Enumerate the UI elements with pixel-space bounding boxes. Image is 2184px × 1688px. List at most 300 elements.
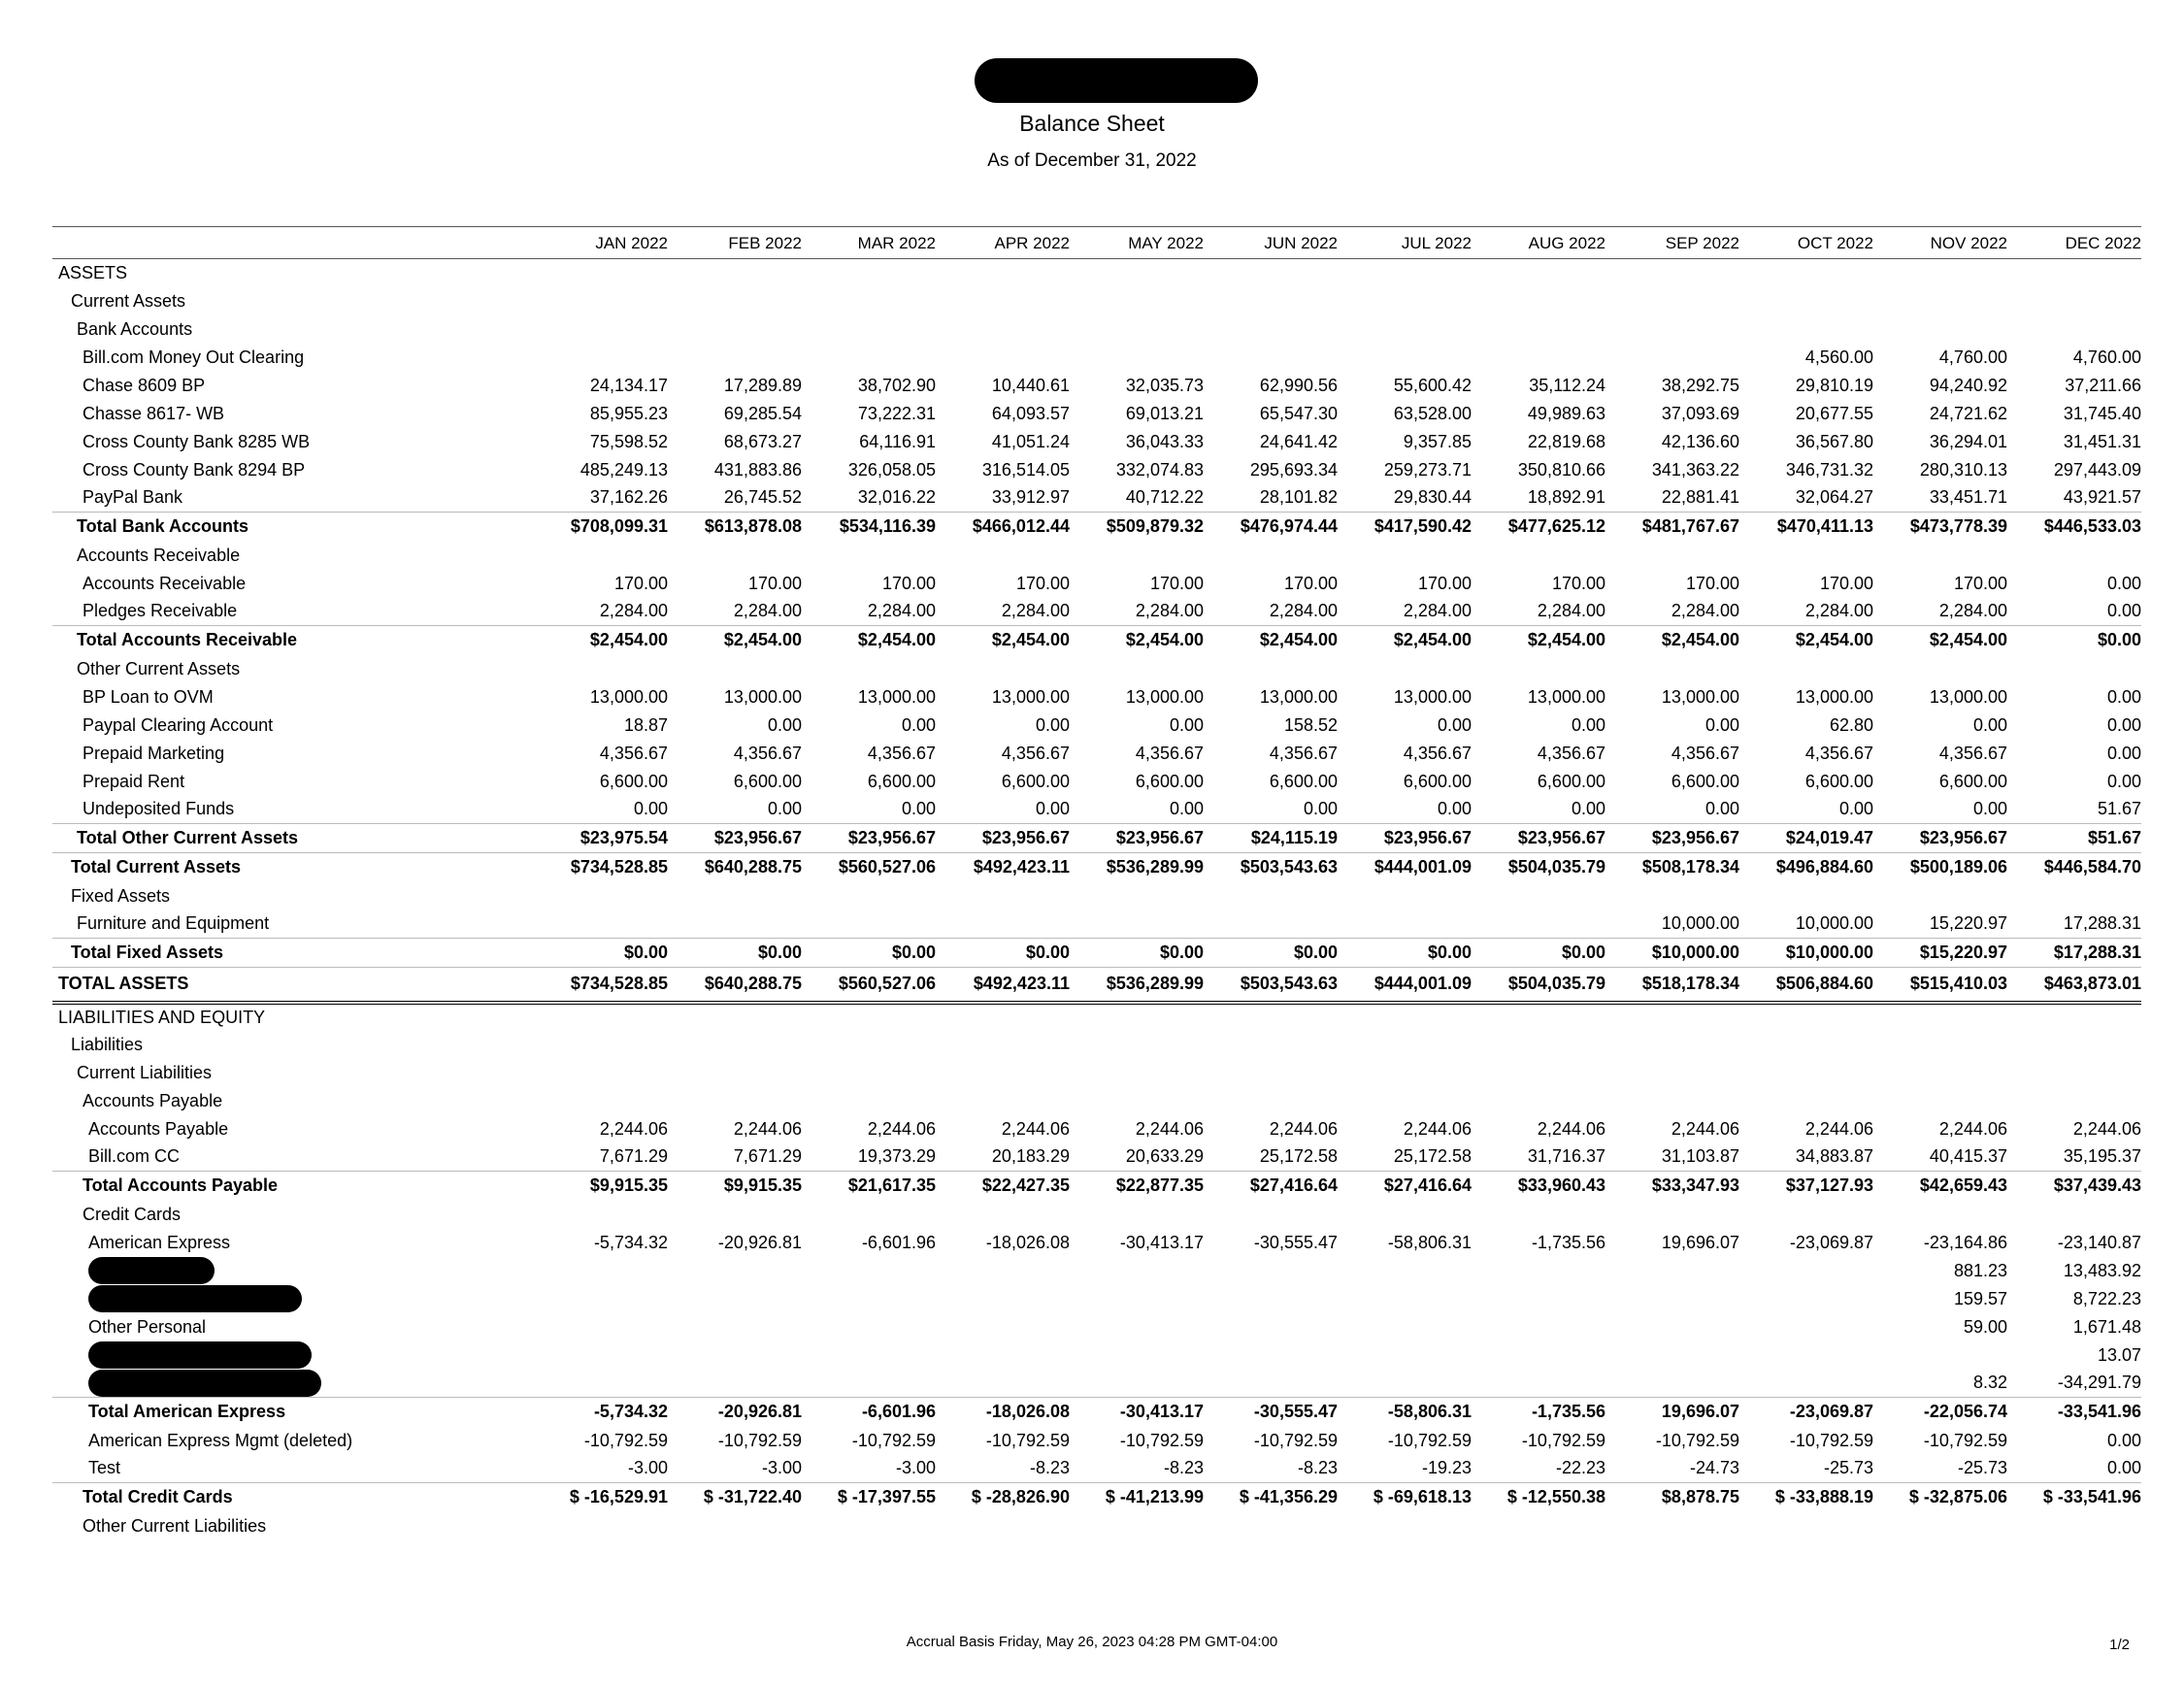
- cell-value: 6,600.00: [867, 771, 936, 791]
- cell-value: [1472, 1285, 1605, 1313]
- cell-value: [1204, 344, 1338, 372]
- cell-value: 0.00: [767, 714, 802, 735]
- cell-value: $509,879.32: [1070, 513, 1204, 542]
- cell-value: 19,373.29: [857, 1146, 936, 1167]
- cell-value: $10,000.00: [1605, 939, 1739, 968]
- row-label: Accounts Receivable: [77, 545, 241, 565]
- cell-value: [534, 259, 668, 287]
- cell-value: [1204, 655, 1338, 683]
- cell-value: 63,528.00: [1393, 403, 1472, 423]
- row-label: Pledges Receivable: [83, 601, 238, 621]
- cell-value: -20,926.81: [668, 1398, 802, 1427]
- cell-value: [1070, 1031, 1204, 1059]
- row-label: Liabilities: [71, 1034, 144, 1054]
- cell-value: [1605, 542, 1739, 570]
- cell-value: $640,288.75: [668, 968, 802, 1003]
- cell-value: [936, 1313, 1070, 1341]
- cell-value: 75,598.52: [589, 431, 668, 451]
- cell-value: 0.00: [1571, 799, 1605, 819]
- cell-value: 35,195.37: [2063, 1146, 2141, 1167]
- cell-value: [1873, 1059, 2007, 1087]
- cell-value: 159.57: [1953, 1288, 2007, 1308]
- cell-value: [1472, 1031, 1605, 1059]
- cell-value: [1873, 1201, 2007, 1229]
- cell-value: 0.00: [1437, 714, 1472, 735]
- cell-value: 33,912.97: [991, 487, 1070, 508]
- cell-value: 32,064.27: [1795, 487, 1873, 508]
- cell-value: 36,043.33: [1125, 431, 1204, 451]
- cell-value: [1605, 1285, 1739, 1313]
- section-header-row: [52, 1059, 2141, 1087]
- cell-value: $500,189.06: [1873, 853, 2007, 882]
- cell-value: 29,830.44: [1393, 487, 1472, 508]
- cell-value: $27,416.64: [1204, 1172, 1338, 1201]
- cell-value: 170.00: [613, 573, 668, 593]
- cell-value: [1605, 344, 1739, 372]
- cell-value: 2,284.00: [1135, 601, 1204, 621]
- section-header-row: [52, 542, 2141, 570]
- cell-value: [802, 287, 936, 315]
- column-header-jan-2022: JAN 2022: [534, 227, 668, 259]
- cell-value: $496,884.60: [1739, 853, 1873, 882]
- cell-value: [1070, 1059, 1204, 1087]
- total-row: [52, 1398, 2141, 1427]
- cell-value: -10,792.59: [1253, 1430, 1338, 1450]
- cell-value: [668, 1087, 802, 1115]
- cell-value: -8.23: [1297, 1458, 1338, 1478]
- cell-value: 7,671.29: [733, 1146, 802, 1167]
- cell-value: $477,625.12: [1472, 513, 1605, 542]
- cell-value: 0.00: [901, 799, 936, 819]
- cell-value: [1739, 1370, 1873, 1398]
- cell-value: 2,284.00: [599, 601, 668, 621]
- cell-value: 0.00: [767, 799, 802, 819]
- cell-value: 36,567.80: [1795, 431, 1873, 451]
- section-header-row: [52, 1201, 2141, 1229]
- cell-value: [1605, 1087, 1739, 1115]
- cell-value: [1739, 1087, 1873, 1115]
- cell-value: [1204, 1313, 1338, 1341]
- row-label: Furniture and Equipment: [77, 913, 270, 934]
- cell-value: 22,819.68: [1527, 431, 1605, 451]
- cell-value: 13,000.00: [723, 686, 802, 707]
- row-label: Other Personal: [88, 1316, 207, 1337]
- cell-value: $33,960.43: [1472, 1172, 1605, 1201]
- cell-value: 170.00: [1283, 573, 1338, 593]
- cell-value: [802, 344, 936, 372]
- cell-value: $ -17,397.55: [802, 1483, 936, 1512]
- cell-value: 0.00: [2106, 686, 2141, 707]
- footer-basis: Accrual Basis Friday, May 26, 2023 04:28 PM GMT-04:00: [906, 1634, 1278, 1650]
- cell-value: 4,356.67: [1537, 743, 1605, 763]
- cell-value: 2,244.06: [1671, 1118, 1739, 1139]
- cell-value: [534, 1257, 668, 1285]
- table-row: [52, 683, 2141, 712]
- company-name-redaction: [975, 58, 1258, 103]
- cell-value: $0.00: [668, 939, 802, 968]
- cell-value: 13.07: [2097, 1344, 2141, 1365]
- cell-value: -3.00: [761, 1458, 802, 1478]
- table-row: [52, 1455, 2141, 1483]
- cell-value: [1070, 1313, 1204, 1341]
- cell-value: [1070, 1341, 1204, 1370]
- total-row: [52, 1172, 2141, 1201]
- row-label: Total Accounts Receivable: [52, 626, 534, 655]
- cell-value: [1873, 1031, 2007, 1059]
- cell-value: $ -16,529.91: [534, 1483, 668, 1512]
- cell-value: [1739, 259, 1873, 287]
- cell-value: 350,810.66: [1517, 459, 1605, 480]
- cell-value: 24,641.42: [1259, 431, 1338, 451]
- cell-value: [1472, 1059, 1605, 1087]
- table-row: [52, 1285, 2141, 1313]
- cell-value: [1070, 655, 1204, 683]
- cell-value: [1338, 1087, 1472, 1115]
- cell-value: [1472, 655, 1605, 683]
- cell-value: [802, 542, 936, 570]
- cell-value: 22,881.41: [1661, 487, 1739, 508]
- cell-value: 2,244.06: [1135, 1118, 1204, 1139]
- cell-value: 13,000.00: [1125, 686, 1204, 707]
- cell-value: -30,555.47: [1253, 1232, 1338, 1252]
- cell-value: $444,001.09: [1338, 968, 1472, 1003]
- cell-value: $417,590.42: [1338, 513, 1472, 542]
- cell-value: [1338, 344, 1472, 372]
- cell-value: [534, 1031, 668, 1059]
- cell-value: [1472, 259, 1605, 287]
- cell-value: $536,289.99: [1070, 853, 1204, 882]
- cell-value: [802, 1031, 936, 1059]
- table-row: [52, 740, 2141, 768]
- total-row: [52, 939, 2141, 968]
- cell-value: $2,454.00: [1204, 626, 1338, 655]
- table-row: [52, 1370, 2141, 1398]
- table-row: [52, 484, 2141, 513]
- row-label: Paypal Clearing Account: [83, 714, 274, 735]
- cell-value: 0.00: [2106, 771, 2141, 791]
- cell-value: $33,347.93: [1605, 1172, 1739, 1201]
- cell-value: [936, 1031, 1070, 1059]
- cell-value: 4,356.67: [733, 743, 802, 763]
- cell-value: 13,000.00: [1527, 686, 1605, 707]
- cell-value: 51.67: [2097, 799, 2141, 819]
- cell-value: [668, 1512, 802, 1540]
- cell-value: [534, 882, 668, 910]
- cell-value: [534, 287, 668, 315]
- cell-value: 0.00: [2106, 573, 2141, 593]
- section-header-row: [52, 1003, 2141, 1031]
- cell-value: 20,633.29: [1125, 1146, 1204, 1167]
- cell-value: 170.00: [881, 573, 936, 593]
- cell-value: 32,035.73: [1125, 375, 1204, 395]
- cell-value: 36,294.01: [1929, 431, 2007, 451]
- cell-value: 4,356.67: [1403, 743, 1472, 763]
- cell-value: [1070, 1285, 1204, 1313]
- cell-value: [1204, 1370, 1338, 1398]
- cell-value: $ -32,875.06: [1873, 1483, 2007, 1512]
- cell-value: [1472, 1087, 1605, 1115]
- cell-value: -25.73: [1957, 1458, 2007, 1478]
- cell-value: -10,792.59: [1789, 1430, 1873, 1450]
- cell-value: 316,514.05: [981, 459, 1070, 480]
- cell-value: -23,164.86: [1923, 1232, 2007, 1252]
- cell-value: $2,454.00: [936, 626, 1070, 655]
- section-header-row: [52, 287, 2141, 315]
- cell-value: [936, 910, 1070, 939]
- row-label: Current Liabilities: [77, 1062, 213, 1082]
- cell-value: $534,116.39: [802, 513, 936, 542]
- cell-value: -33,541.96: [2007, 1398, 2141, 1427]
- cell-value: 280,310.13: [1919, 459, 2007, 480]
- cell-value: 31,103.87: [1661, 1146, 1739, 1167]
- cell-value: 9,357.85: [1403, 431, 1472, 451]
- cell-value: -30,413.17: [1070, 1398, 1204, 1427]
- cell-value: $640,288.75: [668, 853, 802, 882]
- cell-value: [2007, 287, 2141, 315]
- cell-value: [1204, 287, 1338, 315]
- section-header-row: [52, 315, 2141, 344]
- cell-value: $10,000.00: [1739, 939, 1873, 968]
- cell-value: $8,878.75: [1605, 1483, 1739, 1512]
- cell-value: 2,284.00: [1804, 601, 1873, 621]
- table-row: [52, 1143, 2141, 1172]
- cell-value: $ -12,550.38: [1472, 1483, 1605, 1512]
- cell-value: [1338, 655, 1472, 683]
- cell-value: [1338, 315, 1472, 344]
- cell-value: [2007, 1087, 2141, 1115]
- cell-value: 33,451.71: [1929, 487, 2007, 508]
- cell-value: 34,883.87: [1795, 1146, 1873, 1167]
- cell-value: -10,792.59: [583, 1430, 668, 1450]
- cell-value: [534, 542, 668, 570]
- row-label: Test: [88, 1458, 121, 1478]
- cell-value: 31,716.37: [1527, 1146, 1605, 1167]
- cell-value: 2,284.00: [1671, 601, 1739, 621]
- cell-value: -34,291.79: [2057, 1373, 2141, 1393]
- cell-value: 37,211.66: [2065, 375, 2141, 395]
- cell-value: [1472, 315, 1605, 344]
- cell-value: $0.00: [802, 939, 936, 968]
- cell-value: $37,439.43: [2007, 1172, 2141, 1201]
- table-row: [52, 1257, 2141, 1285]
- cell-value: 10,440.61: [991, 375, 1070, 395]
- cell-value: $2,454.00: [1739, 626, 1873, 655]
- cell-value: $470,411.13: [1739, 513, 1873, 542]
- cell-value: $37,127.93: [1739, 1172, 1873, 1201]
- cell-value: [1873, 315, 2007, 344]
- cell-value: $ -41,213.99: [1070, 1483, 1204, 1512]
- cell-value: $ -41,356.29: [1204, 1483, 1338, 1512]
- cell-value: 6,600.00: [1671, 771, 1739, 791]
- cell-value: [1472, 1512, 1605, 1540]
- cell-value: 38,292.75: [1661, 375, 1739, 395]
- cell-value: [936, 287, 1070, 315]
- cell-value: $734,528.85: [534, 853, 668, 882]
- section-header-row: [52, 1087, 2141, 1115]
- section-header-row: [52, 655, 2141, 683]
- cell-value: -18,026.08: [985, 1232, 1070, 1252]
- cell-value: [668, 287, 802, 315]
- cell-value: [1472, 1313, 1605, 1341]
- cell-value: -3.00: [627, 1458, 668, 1478]
- cell-value: 40,712.22: [1125, 487, 1204, 508]
- cell-value: $27,416.64: [1338, 1172, 1472, 1201]
- cell-value: 2,244.06: [1804, 1118, 1873, 1139]
- cell-value: [1472, 542, 1605, 570]
- row-label: Other Current Liabilities: [83, 1515, 267, 1536]
- cell-value: 6,600.00: [1269, 771, 1338, 791]
- cell-value: 85,955.23: [589, 403, 668, 423]
- column-header-dec-2022: DEC 2022: [2007, 227, 2141, 259]
- cell-value: -10,792.59: [851, 1430, 936, 1450]
- cell-value: 2,284.00: [1938, 601, 2007, 621]
- cell-value: [2007, 1031, 2141, 1059]
- cell-value: [936, 1201, 1070, 1229]
- cell-value: [1204, 315, 1338, 344]
- cell-value: [668, 542, 802, 570]
- cell-value: [802, 259, 936, 287]
- cell-value: 0.00: [2106, 1458, 2141, 1478]
- total-row: [52, 513, 2141, 542]
- cell-value: $444,001.09: [1338, 853, 1472, 882]
- cell-value: 73,222.31: [857, 403, 936, 423]
- cell-value: [2007, 259, 2141, 287]
- row-label: Current Assets: [71, 290, 186, 311]
- cell-value: $23,956.67: [668, 824, 802, 853]
- cell-value: 2,284.00: [1269, 601, 1338, 621]
- cell-value: $ -31,722.40: [668, 1483, 802, 1512]
- cell-value: [936, 1285, 1070, 1313]
- cell-value: [1070, 259, 1204, 287]
- cell-value: $22,877.35: [1070, 1172, 1204, 1201]
- row-label: Fixed Assets: [71, 885, 171, 906]
- cell-value: [1605, 1512, 1739, 1540]
- cell-value: -8.23: [1029, 1458, 1070, 1478]
- cell-value: [1873, 542, 2007, 570]
- cell-value: $23,956.67: [1873, 824, 2007, 853]
- cell-value: 13,000.00: [1929, 686, 2007, 707]
- cell-value: $466,012.44: [936, 513, 1070, 542]
- row-label: Total Accounts Payable: [52, 1172, 534, 1201]
- cell-value: $476,974.44: [1204, 513, 1338, 542]
- cell-value: [1472, 1257, 1605, 1285]
- cell-value: [668, 1341, 802, 1370]
- cell-value: [2007, 1512, 2141, 1540]
- cell-value: 6,600.00: [1938, 771, 2007, 791]
- row-label: Accounts Receivable: [83, 573, 247, 593]
- column-header-jun-2022: JUN 2022: [1204, 227, 1338, 259]
- cell-value: $24,019.47: [1739, 824, 1873, 853]
- cell-value: 2,284.00: [1403, 601, 1472, 621]
- cell-value: [1739, 1341, 1873, 1370]
- cell-value: [1739, 1512, 1873, 1540]
- cell-value: $2,454.00: [668, 626, 802, 655]
- cell-value: [668, 910, 802, 939]
- cell-value: 24,721.62: [1929, 403, 2007, 423]
- cell-value: -8.23: [1163, 1458, 1204, 1478]
- row-label: Total Other Current Assets: [52, 824, 534, 853]
- table-row: [52, 1341, 2141, 1370]
- row-label: PayPal Bank: [83, 487, 183, 508]
- cell-value: [1605, 315, 1739, 344]
- cell-value: 19,696.07: [1605, 1398, 1739, 1427]
- cell-value: [1204, 1285, 1338, 1313]
- cell-value: [1338, 1003, 1472, 1031]
- cell-value: [802, 882, 936, 910]
- cell-value: -10,792.59: [1387, 1430, 1472, 1450]
- cell-value: [1204, 1512, 1338, 1540]
- cell-value: 18.87: [623, 714, 668, 735]
- cell-value: $536,289.99: [1070, 968, 1204, 1003]
- cell-value: 4,356.67: [1671, 743, 1739, 763]
- cell-value: [1605, 1201, 1739, 1229]
- cell-value: 170.00: [1149, 573, 1204, 593]
- section-header-row: [52, 882, 2141, 910]
- cell-value: [2007, 1059, 2141, 1087]
- table-row: [52, 372, 2141, 400]
- row-label: Credit Cards: [83, 1204, 182, 1224]
- cell-value: [1338, 259, 1472, 287]
- cell-value: -10,792.59: [717, 1430, 802, 1450]
- cell-value: [1605, 655, 1739, 683]
- cell-value: [2007, 315, 2141, 344]
- cell-value: [668, 259, 802, 287]
- cell-value: [1605, 1257, 1739, 1285]
- cell-value: [1338, 1341, 1472, 1370]
- cell-value: 64,116.91: [859, 431, 936, 451]
- cell-value: 4,560.00: [1804, 347, 1873, 367]
- cell-value: [802, 1512, 936, 1540]
- cell-value: -22.23: [1555, 1458, 1605, 1478]
- total-row: [52, 853, 2141, 882]
- row-label: Chasse 8617- WB: [83, 403, 225, 423]
- cell-value: 7,671.29: [599, 1146, 668, 1167]
- cell-value: [1338, 1031, 1472, 1059]
- redacted-account-label: [52, 1285, 534, 1313]
- cell-value: [802, 1201, 936, 1229]
- cell-value: [1873, 1003, 2007, 1031]
- cell-value: 2,244.06: [1269, 1118, 1338, 1139]
- cell-value: [1070, 1087, 1204, 1115]
- cell-value: 1,671.48: [2072, 1316, 2141, 1337]
- cell-value: $42,659.43: [1873, 1172, 2007, 1201]
- cell-value: -19.23: [1421, 1458, 1472, 1478]
- cell-value: [936, 1003, 1070, 1031]
- row-label: Accounts Payable: [83, 1090, 223, 1110]
- cell-value: 28,101.82: [1259, 487, 1338, 508]
- cell-value: -5,734.32: [593, 1232, 668, 1252]
- cell-value: [1070, 910, 1204, 939]
- cell-value: -58,806.31: [1387, 1232, 1472, 1252]
- row-label: TOTAL ASSETS: [52, 968, 534, 1003]
- row-label: Total Credit Cards: [52, 1483, 534, 1512]
- cell-value: $ -28,826.90: [936, 1483, 1070, 1512]
- cell-value: 4,356.67: [1938, 743, 2007, 763]
- cell-value: 10,000.00: [1795, 913, 1873, 934]
- cell-value: [802, 1257, 936, 1285]
- cell-value: [1070, 542, 1204, 570]
- cell-value: 295,693.34: [1249, 459, 1338, 480]
- cell-value: 0.00: [2106, 1430, 2141, 1450]
- cell-value: [668, 882, 802, 910]
- cell-value: $15,220.97: [1873, 939, 2007, 968]
- cell-value: [802, 1003, 936, 1031]
- cell-value: 2,284.00: [867, 601, 936, 621]
- cell-value: 42,136.60: [1661, 431, 1739, 451]
- cell-value: 94,240.92: [1929, 375, 2007, 395]
- cell-value: [534, 910, 668, 939]
- cell-value: -10,792.59: [1521, 1430, 1605, 1450]
